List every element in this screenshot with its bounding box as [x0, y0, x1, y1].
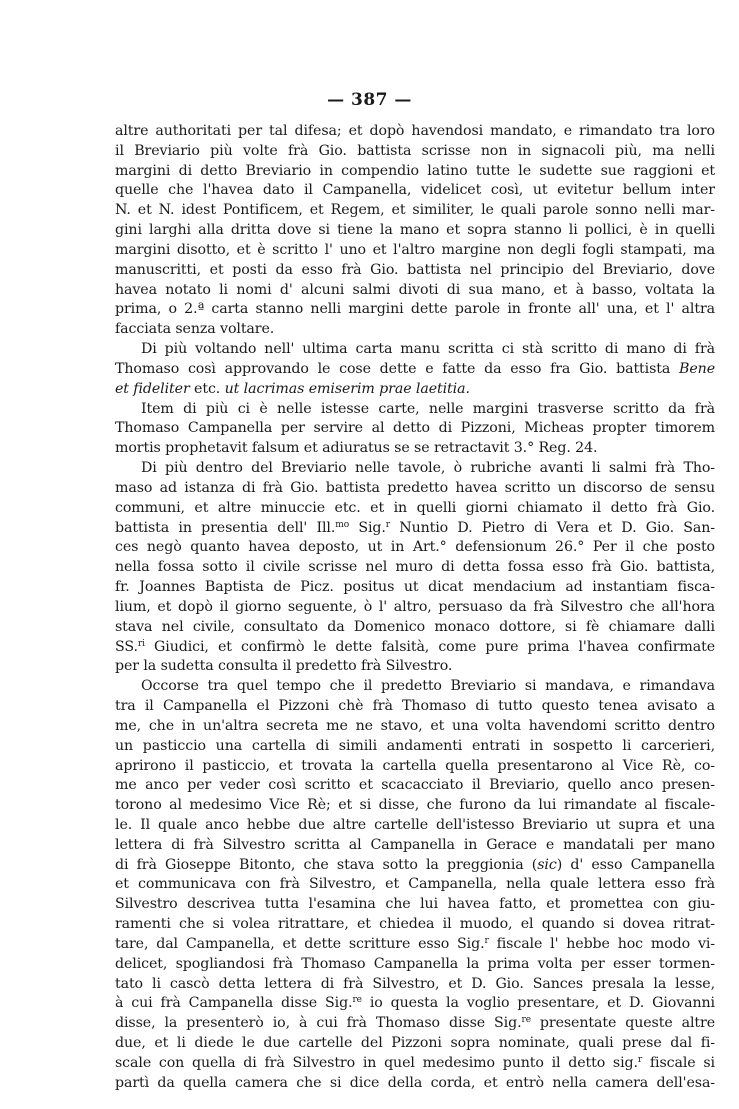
text-run: io questa la voglio presentare, et D. Giovanni	[361, 995, 715, 1012]
text-run: lium, et dopò il giorno seguente, ò l' altro, persuaso da frà Silvestro che all'hora	[115, 598, 715, 615]
text-run: Occorse tra quel tempo che il predetto Breviario si mandava, e rimandava	[141, 678, 715, 695]
text-run: me anco per veder così scritto et scacacciato il Breviario, quello anco presen-	[115, 777, 715, 794]
text-line	[115, 1074, 715, 1094]
text-run: N. et N. idest Pontificem, et Regem, et similiter, le quali parole sonno nelli mar-	[115, 202, 715, 219]
text-run: presentate queste altre	[530, 1015, 715, 1032]
text-line	[115, 856, 715, 876]
text-run: Thomaso Campanella per servire al detto di Pizzoni, Micheas propter timorem	[115, 420, 715, 437]
text-line	[115, 578, 715, 598]
text-run: me, che in un'altra secreta me ne stavo, et una volta havendomi scritto dentro	[115, 717, 715, 734]
superscript: r	[385, 519, 390, 530]
text-line	[115, 677, 715, 697]
text-line	[115, 796, 715, 816]
text-run: Di più voltando nell' ultima carta manu scritta ci stà scritto di mano di frà	[141, 341, 715, 358]
text-run: partì da quella camera che si dice della corda, et entrò nella camera dell'esa-	[115, 1074, 715, 1091]
text-line	[115, 638, 715, 658]
superscript: re	[521, 1015, 531, 1026]
text-line	[115, 241, 715, 261]
text-line	[115, 915, 715, 935]
text-run: altre authoritati per tal difesa; et dopò havendosi mandato, e rimandato tra loro	[115, 123, 715, 139]
text-run: le. Il quale anco hebbe due altre cartelle dell'istesso Breviario ut supra et una	[115, 816, 715, 833]
text-line	[115, 776, 715, 796]
text-line	[115, 380, 715, 400]
text-line	[115, 1054, 715, 1074]
text-run: etc.	[189, 380, 225, 397]
page-number-value: 387	[351, 90, 388, 110]
text-line	[115, 261, 715, 281]
text-run: communi, et altre minuccie etc. et in quelli giorni chiamato il detto frà Gio.	[115, 499, 715, 516]
italic-text: sic	[537, 856, 557, 873]
text-run: margini disotto, et è scritto l' uno et l'altro margine non degli fogli stampati, ma	[115, 241, 715, 258]
text-run: ramenti che si volea ritrattare, et chiedea il muodo, el quando si dovea ritrat-	[115, 916, 715, 933]
text-run: à cui frà Campanella disse Sig.	[115, 995, 353, 1012]
text-run: per la sudetta consulta il predetto frà Silvestro.	[115, 658, 453, 675]
text-run: fiscale si	[642, 1054, 715, 1071]
text-run: havea notato li nomi d' alcuni salmi divoti di sua mano, et à basso, voltata la	[115, 281, 715, 298]
text-run: di frà Gioseppe Bitonto, che stava sotto la preggionia (	[115, 856, 538, 873]
text-line	[115, 816, 715, 836]
superscript: mo	[335, 519, 350, 530]
text-run: torono al medesimo Vice Rè; et si disse, che furono da lui rimandate al fiscale-	[115, 797, 715, 814]
superscript: re	[352, 995, 362, 1006]
text-run: manuscritti, et posti da esso frà Gio. battista nel principio del Breviario, dove	[115, 261, 715, 278]
text-run: et communicava con frà Silvestro, et Campanella, nella quale lettera esso frà	[115, 876, 715, 893]
text-line	[115, 360, 715, 380]
text-run: stava nel civile, consultato da Domenico monaco dottore, si fè chiamare dalli	[115, 618, 715, 635]
text-run: delicet, spogliandosi frà Thomaso Campanella la prima volta per esser tormen-	[115, 955, 715, 972]
italic-text: ut lacrimas emiserim prae laetitia.	[224, 380, 470, 397]
text-run: lettera di frà Silvestro scritta al Campanella in Gerace e mandatali per mano	[115, 836, 715, 853]
text-line	[115, 400, 715, 420]
text-run: ces negò quanto havea deposto, ut in Art.° defensionum 26.° Per il che posto	[115, 539, 715, 556]
text-line	[115, 162, 715, 182]
text-run: il Breviario più volte frà Gio. battista scrisse non in signacoli più, ma nelli	[115, 142, 715, 159]
text-line	[115, 935, 715, 955]
text-run: quelle che l'havea dato il Campanella, videlicet così, ut evitetur bellum inter	[115, 182, 715, 199]
italic-text: et fideliter	[115, 380, 190, 397]
page-number-dash-left: —	[327, 90, 345, 110]
text-line	[115, 519, 715, 539]
text-line	[115, 439, 715, 459]
text-run: prima, o 2.ª carta stanno nelli margini dette parole in fronte all' una, et l' altra	[115, 301, 715, 318]
text-line	[115, 181, 715, 201]
text-run: Nuntio D. Pietro di Vera et D. Gio. San-	[389, 519, 715, 536]
text-run: margini di detto Breviario in compendio latino tutte le sudette sue raggioni et	[115, 162, 715, 179]
text-line	[115, 697, 715, 717]
text-run: Item di più ci è nelle istesse carte, nelle margini trasverse scritto da frà	[141, 400, 715, 417]
text-line	[115, 479, 715, 499]
text-run: nella fossa sotto il civile scrisse nel muro di detta fossa esso frà Gio. battista,	[115, 559, 715, 576]
text-line	[115, 598, 715, 618]
text-run: Thomaso così approvando le cose dette e fatte da esso fra Gio. battista	[115, 360, 680, 377]
body-text	[115, 122, 715, 1094]
text-run: Di più dentro del Breviario nelle tavole, ò rubriche avanti li salmi frà Tho-	[141, 460, 715, 477]
text-run: Silvestro descrivea tutta l'esamina che lui havea fatto, et promettea con giu-	[115, 896, 715, 913]
text-line	[115, 836, 715, 856]
text-run: mortis prophetavit falsum et adiuratus se se retractavit 3.° Reg. 24.	[115, 440, 598, 457]
text-line	[115, 122, 715, 142]
text-line	[115, 201, 715, 221]
text-line	[115, 281, 715, 301]
page-number	[0, 90, 739, 110]
text-run: battista in presentia dell' Ill.	[115, 519, 336, 536]
text-line	[115, 320, 715, 340]
text-run: fiscale l' hebbe hoc modo vi-	[488, 935, 715, 952]
text-run: ) d' esso Campanella	[556, 856, 715, 873]
superscript: r	[484, 935, 489, 946]
text-run: aprirono il pasticcio, et trovata la cartella quella presentarono al Vice Rè, co-	[115, 757, 715, 774]
text-line	[115, 1034, 715, 1054]
text-line	[115, 895, 715, 915]
text-run: Giudici, et confirmò le dette falsità, come pure prima l'havea confirmate	[144, 638, 715, 655]
text-run: maso ad istanza di frà Gio. battista predetto havea scritto un discorso de sensu	[115, 479, 715, 496]
text-run: tare, dal Campanella, et dette scritture esso Sig.	[115, 935, 485, 952]
text-run: Sig.	[349, 519, 386, 536]
text-line	[115, 1014, 715, 1034]
text-line	[115, 657, 715, 677]
text-line	[115, 618, 715, 638]
text-run: scale con quella di frà Silvestro in quel medesimo punto il detto sig.	[115, 1054, 638, 1071]
text-run: un pasticcio una cartella di simili andamenti entrati in sospetto li carcerieri,	[115, 737, 715, 754]
text-line	[115, 538, 715, 558]
page-number-dash-right: —	[394, 90, 412, 110]
text-run: SS.	[115, 638, 138, 655]
text-run: facciata senza voltare.	[115, 321, 275, 338]
text-run: disse, la presenterò io, à cui frà Thomaso disse Sig.	[115, 1015, 522, 1032]
text-run: due, et li diede le due cartelle del Pizzoni sopra nominate, quali prese dal fi-	[115, 1035, 715, 1052]
text-line	[115, 459, 715, 479]
text-line	[115, 340, 715, 360]
text-run: tra il Campanella el Pizzoni chè frà Thomaso di tutto questo tenea avisato a	[115, 698, 715, 715]
text-run: fr. Joannes Baptista de Picz. positus ut dicat mendacium ad instantiam fisca-	[115, 579, 715, 596]
text-line	[115, 221, 715, 241]
text-line	[115, 499, 715, 519]
text-line	[115, 975, 715, 995]
text-run: gini larghi alla dritta dove si tiene la mano et sopra stanno li pollici, è in quelli	[115, 222, 715, 239]
italic-text: Bene	[679, 360, 715, 377]
text-line	[115, 994, 715, 1014]
text-line	[115, 955, 715, 975]
superscript: r	[637, 1054, 643, 1065]
text-run: tato li cascò detta lettera di frà Silvestro, et D. Gio. Sances presala la lesse,	[115, 975, 715, 992]
text-line	[115, 875, 715, 895]
text-line	[115, 757, 715, 777]
text-line	[115, 300, 715, 320]
text-line	[115, 419, 715, 439]
text-line	[115, 717, 715, 737]
text-line	[115, 558, 715, 578]
text-line	[115, 142, 715, 162]
superscript: ri	[137, 638, 145, 649]
text-line	[115, 737, 715, 757]
